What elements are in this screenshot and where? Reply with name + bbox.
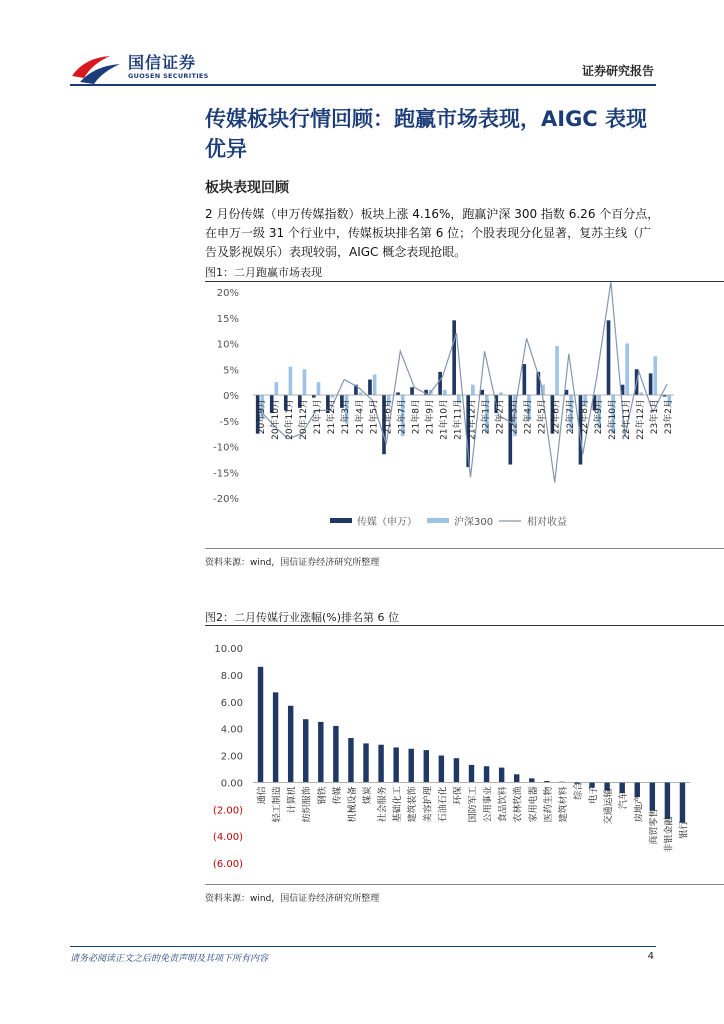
x-tick-label: 22年7月 — [565, 399, 576, 435]
x-tick-label: 21年9月 — [425, 399, 436, 435]
industry-label: 煤炭 — [363, 786, 374, 805]
y-tick-label: 4.00 — [220, 724, 243, 736]
x-tick-label: 21年10月 — [439, 399, 450, 440]
hs300-bar — [471, 385, 475, 395]
hs300-bar — [275, 382, 279, 395]
legend-media-swatch — [330, 518, 352, 523]
industry-bar — [439, 756, 444, 783]
hs300-bar — [443, 390, 447, 395]
x-tick-label: 20年9月 — [257, 399, 268, 435]
y-tick-label: -15% — [213, 468, 239, 480]
hs300-bar — [653, 356, 657, 395]
y-tick-label: 6.00 — [220, 697, 243, 709]
hs300-bar — [625, 344, 629, 396]
x-tick-label: 20年11月 — [285, 399, 296, 440]
y-tick-label: 0.00 — [220, 778, 243, 790]
x-tick-label: 21年1月 — [313, 399, 324, 435]
industry-label: 非银金融 — [664, 816, 675, 853]
industry-bar — [424, 750, 429, 782]
media-bar — [649, 373, 653, 395]
x-tick-label: 22年11月 — [621, 399, 632, 440]
x-tick-label: 21年8月 — [411, 399, 422, 435]
industry-bar — [273, 692, 278, 782]
y-tick-label: 10% — [216, 339, 239, 351]
industry-label: 房地产 — [634, 795, 645, 823]
figure2-source: 资料来源：wind，国信证券经济研究所整理 — [205, 894, 380, 904]
y-tick-label: -5% — [219, 416, 239, 428]
x-tick-label: 21年5月 — [369, 399, 380, 435]
industry-label: 公用事业 — [483, 786, 494, 823]
industry-label: 基础化工 — [393, 786, 404, 823]
industry-bar — [393, 747, 398, 782]
industry-bar — [288, 706, 293, 783]
industry-bar — [469, 765, 474, 782]
y-tick-label: (6.00) — [212, 859, 243, 870]
industry-label: 电子 — [589, 785, 600, 804]
section-title: 传媒板块行情回顾：跑赢市场表现，AIGC 表现优异 — [205, 107, 648, 161]
industry-bar — [665, 782, 670, 818]
industry-bar — [333, 726, 338, 782]
industry-bar — [378, 745, 383, 783]
y-tick-label: 5% — [223, 365, 239, 377]
industry-label: 国防军工 — [468, 786, 479, 823]
x-tick-label: 20年12月 — [299, 399, 310, 440]
hs300-bar — [317, 382, 321, 395]
x-tick-label: 22年4月 — [523, 399, 534, 435]
figure1-chart — [205, 282, 724, 546]
figure1-title: 图1：二月跑赢市场表现 — [205, 266, 322, 279]
industry-label: 汽车 — [619, 791, 630, 810]
x-tick-label: 21年11月 — [453, 399, 464, 440]
y-tick-label: 10.00 — [214, 644, 243, 655]
footer-divider — [70, 946, 656, 947]
legend-media-label: 传媒（申万） — [357, 517, 417, 528]
page-number: 4 — [647, 951, 654, 962]
industry-bar — [635, 782, 640, 797]
industry-label: 通信 — [257, 786, 268, 805]
sub-heading: 板块表现回顾 — [205, 180, 289, 196]
industry-bar — [680, 782, 685, 822]
industry-label: 纺织服饰 — [302, 786, 313, 823]
hs300-bar — [555, 346, 559, 395]
industry-bar — [454, 758, 459, 782]
media-bar — [480, 390, 484, 395]
header-divider — [70, 84, 656, 86]
industry-label: 计算机 — [287, 786, 298, 814]
industry-label: 医药生物 — [543, 786, 554, 823]
industry-label: 交通运输 — [604, 788, 615, 825]
guosen-logo-icon — [70, 52, 122, 86]
media-bar — [607, 320, 611, 395]
y-tick-label: 0% — [223, 391, 239, 402]
figure2-chart — [205, 626, 724, 882]
report-type-label: 证券研究报告 — [581, 64, 654, 78]
industry-label: 石油石化 — [438, 786, 449, 823]
x-tick-label: 21年4月 — [355, 399, 366, 435]
y-tick-label: 15% — [216, 313, 239, 325]
industry-label: 食品饮料 — [498, 786, 509, 823]
x-tick-label: 22年3月 — [509, 399, 520, 435]
figure1-bottom-rule — [205, 548, 724, 549]
x-tick-label: 22年12月 — [635, 399, 646, 440]
industry-bar — [514, 774, 519, 782]
hs300-bar — [289, 367, 293, 395]
media-bar — [452, 320, 456, 395]
legend-relative-label: 相对收益 — [527, 517, 567, 528]
x-tick-label: 20年10月 — [271, 399, 282, 440]
x-tick-label: 21年12月 — [467, 399, 478, 440]
y-tick-label: (2.00) — [212, 805, 243, 817]
y-tick-label: -20% — [213, 494, 239, 505]
industry-bar — [409, 749, 414, 783]
industry-label: 农林牧渔 — [513, 786, 524, 823]
hs300-bar — [373, 374, 377, 395]
x-tick-label: 22年1月 — [481, 399, 492, 435]
x-tick-label: 22年8月 — [579, 399, 590, 435]
industry-label: 银行 — [679, 820, 690, 839]
relative-return-line — [260, 282, 667, 483]
y-tick-label: (4.00) — [212, 832, 243, 844]
figure2-title: 图2：二月传媒行业涨幅(%)排名第 6 位 — [205, 611, 400, 624]
industry-label: 机械设备 — [347, 786, 358, 823]
body-paragraph: 2 月份传媒（申万传媒指数）板块上涨 4.16%，跑赢沪深 300 指数 6.26 个百分点，在申万一级 31 个行业中，传媒板块排名第 6 位；个股表现分化显著，复苏主线（广告及影视娱乐）表现较弱，AIGC 概念表现抢眼。 — [205, 207, 660, 259]
industry-bar — [484, 766, 489, 782]
industry-label: 环保 — [453, 786, 464, 805]
footer-disclaimer: 请务必阅读正文之后的免责声明及其项下所有内容 — [70, 954, 269, 964]
media-bar — [438, 372, 442, 395]
industry-label: 传媒 — [332, 786, 343, 805]
industry-label: 综合 — [573, 781, 584, 800]
industry-label: 社会服务 — [378, 786, 389, 823]
x-tick-label: 22年9月 — [593, 399, 604, 435]
industry-label: 钢铁 — [317, 786, 328, 805]
x-tick-label: 22年10月 — [607, 399, 618, 440]
industry-bar — [529, 778, 534, 782]
industry-label: 家用电器 — [528, 786, 539, 823]
x-tick-label: 22年5月 — [537, 399, 548, 435]
y-tick-label: 2.00 — [220, 751, 243, 763]
logo-english-name: GUOSEN SECURITIES — [128, 72, 209, 80]
x-tick-label: 21年2月 — [327, 399, 338, 435]
industry-bar — [258, 667, 263, 783]
hs300-bar — [303, 369, 307, 395]
industry-bar — [348, 738, 353, 782]
x-tick-label: 21年7月 — [397, 399, 408, 435]
logo-chinese-name: 国信证券 — [128, 53, 197, 72]
industry-label: 建筑装饰 — [408, 786, 419, 823]
industry-bar — [499, 768, 504, 783]
industry-label: 轻工制造 — [272, 786, 283, 823]
x-tick-label: 22年2月 — [495, 399, 506, 435]
media-bar — [410, 387, 414, 395]
legend-hs300-label: 沪深300 — [454, 517, 494, 528]
industry-bar — [318, 722, 323, 782]
x-tick-label: 21年3月 — [341, 399, 352, 435]
industry-label: 建筑材料 — [558, 786, 569, 823]
figure2-bottom-rule — [205, 884, 724, 885]
y-tick-label: 8.00 — [220, 670, 243, 682]
y-tick-label: 20% — [216, 288, 239, 299]
x-tick-label: 23年2月 — [663, 399, 674, 435]
x-tick-label: 21年6月 — [383, 399, 394, 435]
x-tick-label: 22年6月 — [551, 399, 562, 435]
media-bar — [368, 380, 372, 395]
industry-bar — [650, 782, 655, 810]
figure1-source: 资料来源：wind，国信证券经济研究所整理 — [205, 558, 380, 568]
y-tick-label: -10% — [213, 442, 239, 454]
legend-hs300-swatch — [427, 518, 449, 523]
industry-label: 美容护理 — [423, 786, 434, 823]
industry-bar — [363, 743, 368, 782]
x-tick-label: 23年1月 — [649, 399, 660, 435]
industry-bar — [303, 719, 308, 782]
industry-label: 商贸零售 — [649, 808, 660, 845]
media-bar — [523, 364, 527, 395]
